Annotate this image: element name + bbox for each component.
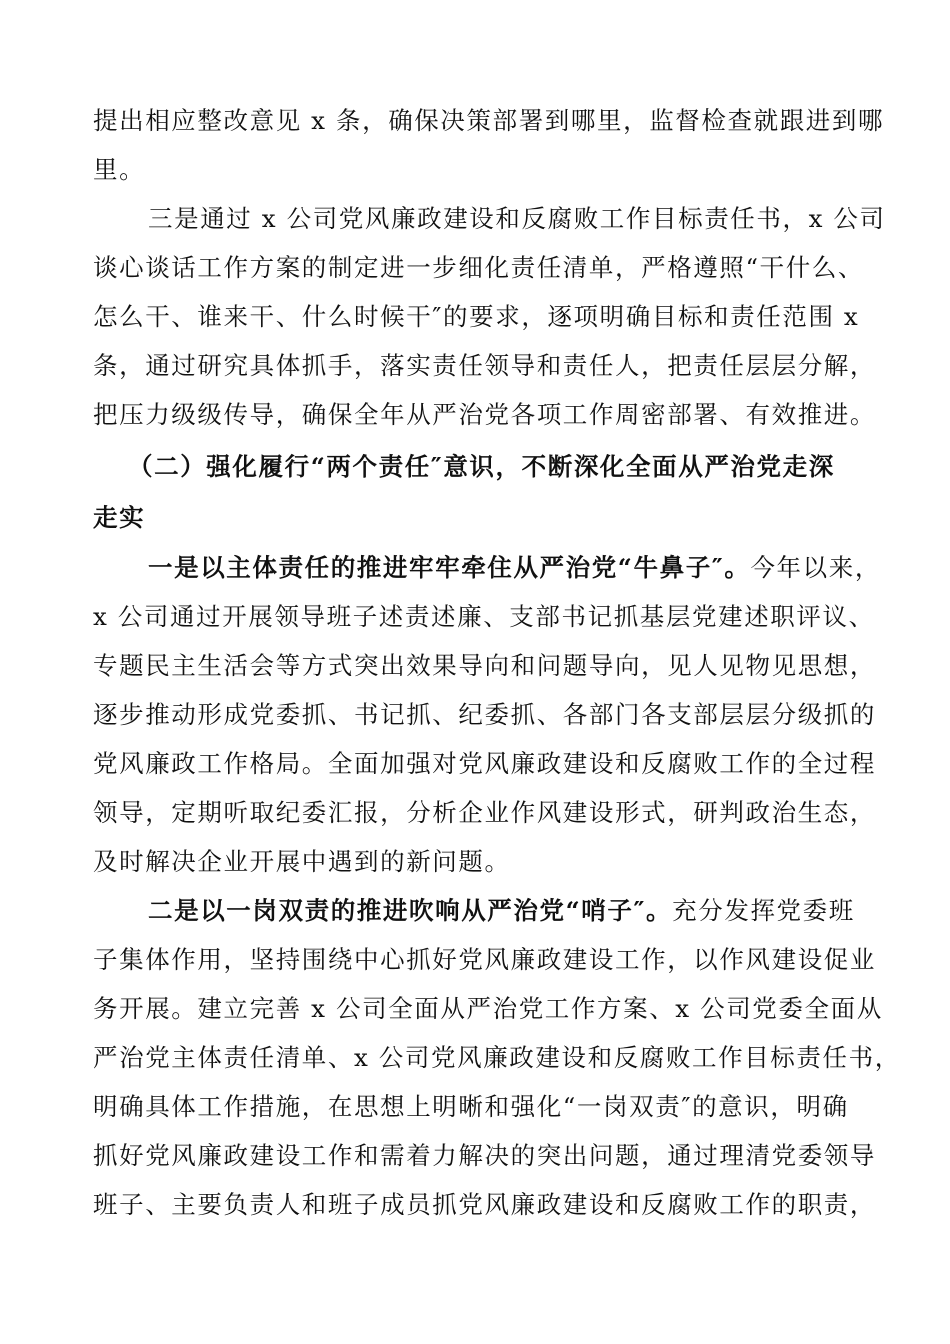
text-segment: 怎么干、谁来干、什么时候干″的要求，逐项明确目标和责任范围 x	[93, 302, 860, 331]
lead-sentence: 二是以一岗双责的推进吹响从严治党“哨子″。	[148, 896, 673, 925]
text-segment: 条，通过研究具体抓手，落实责任领导和责任人，把责任层层分解，	[93, 351, 876, 380]
text-line	[93, 400, 876, 430]
text-line	[93, 1141, 876, 1171]
text-line	[93, 302, 859, 332]
text-line	[93, 1190, 876, 1220]
lead-sentence: 一是以主体责任的推进牢牢牵住从严治党“牛鼻子″。	[148, 553, 751, 582]
paragraph-first-line	[148, 204, 886, 234]
section-heading	[128, 452, 835, 482]
text-segment: 子集体作用，坚持围绕中心抓好党风廉政建设工作，以作风建设促业	[93, 945, 876, 974]
heading-text: （二）强化履行“两个责任″意识，不断深化全面从严治党走深	[128, 452, 835, 481]
text-segment: 领导，定期听取纪委汇报，分析企业作风建设形式，研判政治生态，	[93, 798, 876, 827]
text-line	[93, 253, 864, 283]
text-segment: 明确具体工作措施，在思想上明晰和强化“一岗双责″的意识，明确	[93, 1092, 849, 1121]
text-segment: 及时解决企业开展中遇到的新问题。	[93, 847, 511, 876]
text-segment: 三是通过 x 公司党风廉政建设和反腐败工作目标责任书，x 公司	[148, 204, 886, 233]
text-segment: 今年以来，	[750, 553, 881, 582]
text-segment: 严治党主体责任清单、x 公司党风廉政建设和反腐败工作目标责任书，	[93, 1043, 901, 1072]
text-line	[93, 945, 876, 975]
text-line	[93, 106, 884, 136]
text-line	[93, 847, 511, 877]
text-segment: 把压力级级传导，确保全年从严治党各项工作周密部署、有效推进。	[93, 400, 876, 429]
text-segment: 班子、主要负责人和班子成员抓党风廉政建设和反腐败工作的职责，	[93, 1190, 876, 1219]
section-heading-continued	[93, 503, 145, 533]
text-segment: 谈心谈话工作方案的制定进一步细化责任清单，严格遵照“干什么、	[93, 253, 865, 282]
text-line	[93, 1092, 849, 1122]
text-line	[93, 749, 876, 779]
text-segment: 专题民主生活会等方式突出效果导向和问题导向，见人见物见思想，	[93, 651, 876, 680]
text-line	[93, 798, 876, 828]
text-segment: 抓好党风廉政建设工作和需着力解决的突出问题，通过理清党委领导	[93, 1141, 876, 1170]
text-segment: 提出相应整改意见 x 条，确保决策部署到哪里，监督检查就跟进到哪	[93, 106, 885, 135]
text-line	[93, 155, 145, 185]
text-line	[93, 602, 875, 632]
text-segment: 党风廉政工作格局。全面加强对党风廉政建设和反腐败工作的全过程	[93, 749, 876, 778]
text-line	[93, 994, 883, 1024]
paragraph-first-line	[148, 896, 855, 926]
text-segment: 里。	[93, 155, 146, 184]
paragraph-first-line	[148, 553, 881, 583]
heading-text: 走实	[93, 503, 146, 532]
text-segment: 务开展。建立完善 x 公司全面从严治党工作方案、x 公司党委全面从	[93, 994, 883, 1023]
text-line	[93, 1043, 901, 1073]
text-line	[93, 700, 876, 730]
text-segment: x 公司通过开展领导班子述责述廉、支部书记抓基层党建述职评议、	[93, 602, 875, 631]
text-line	[93, 651, 876, 681]
text-segment: 逐步推动形成党委抓、书记抓、纪委抓、各部门各支部层层分级抓的	[93, 700, 876, 729]
text-segment: 充分发挥党委班	[672, 896, 855, 925]
text-line	[93, 351, 876, 381]
